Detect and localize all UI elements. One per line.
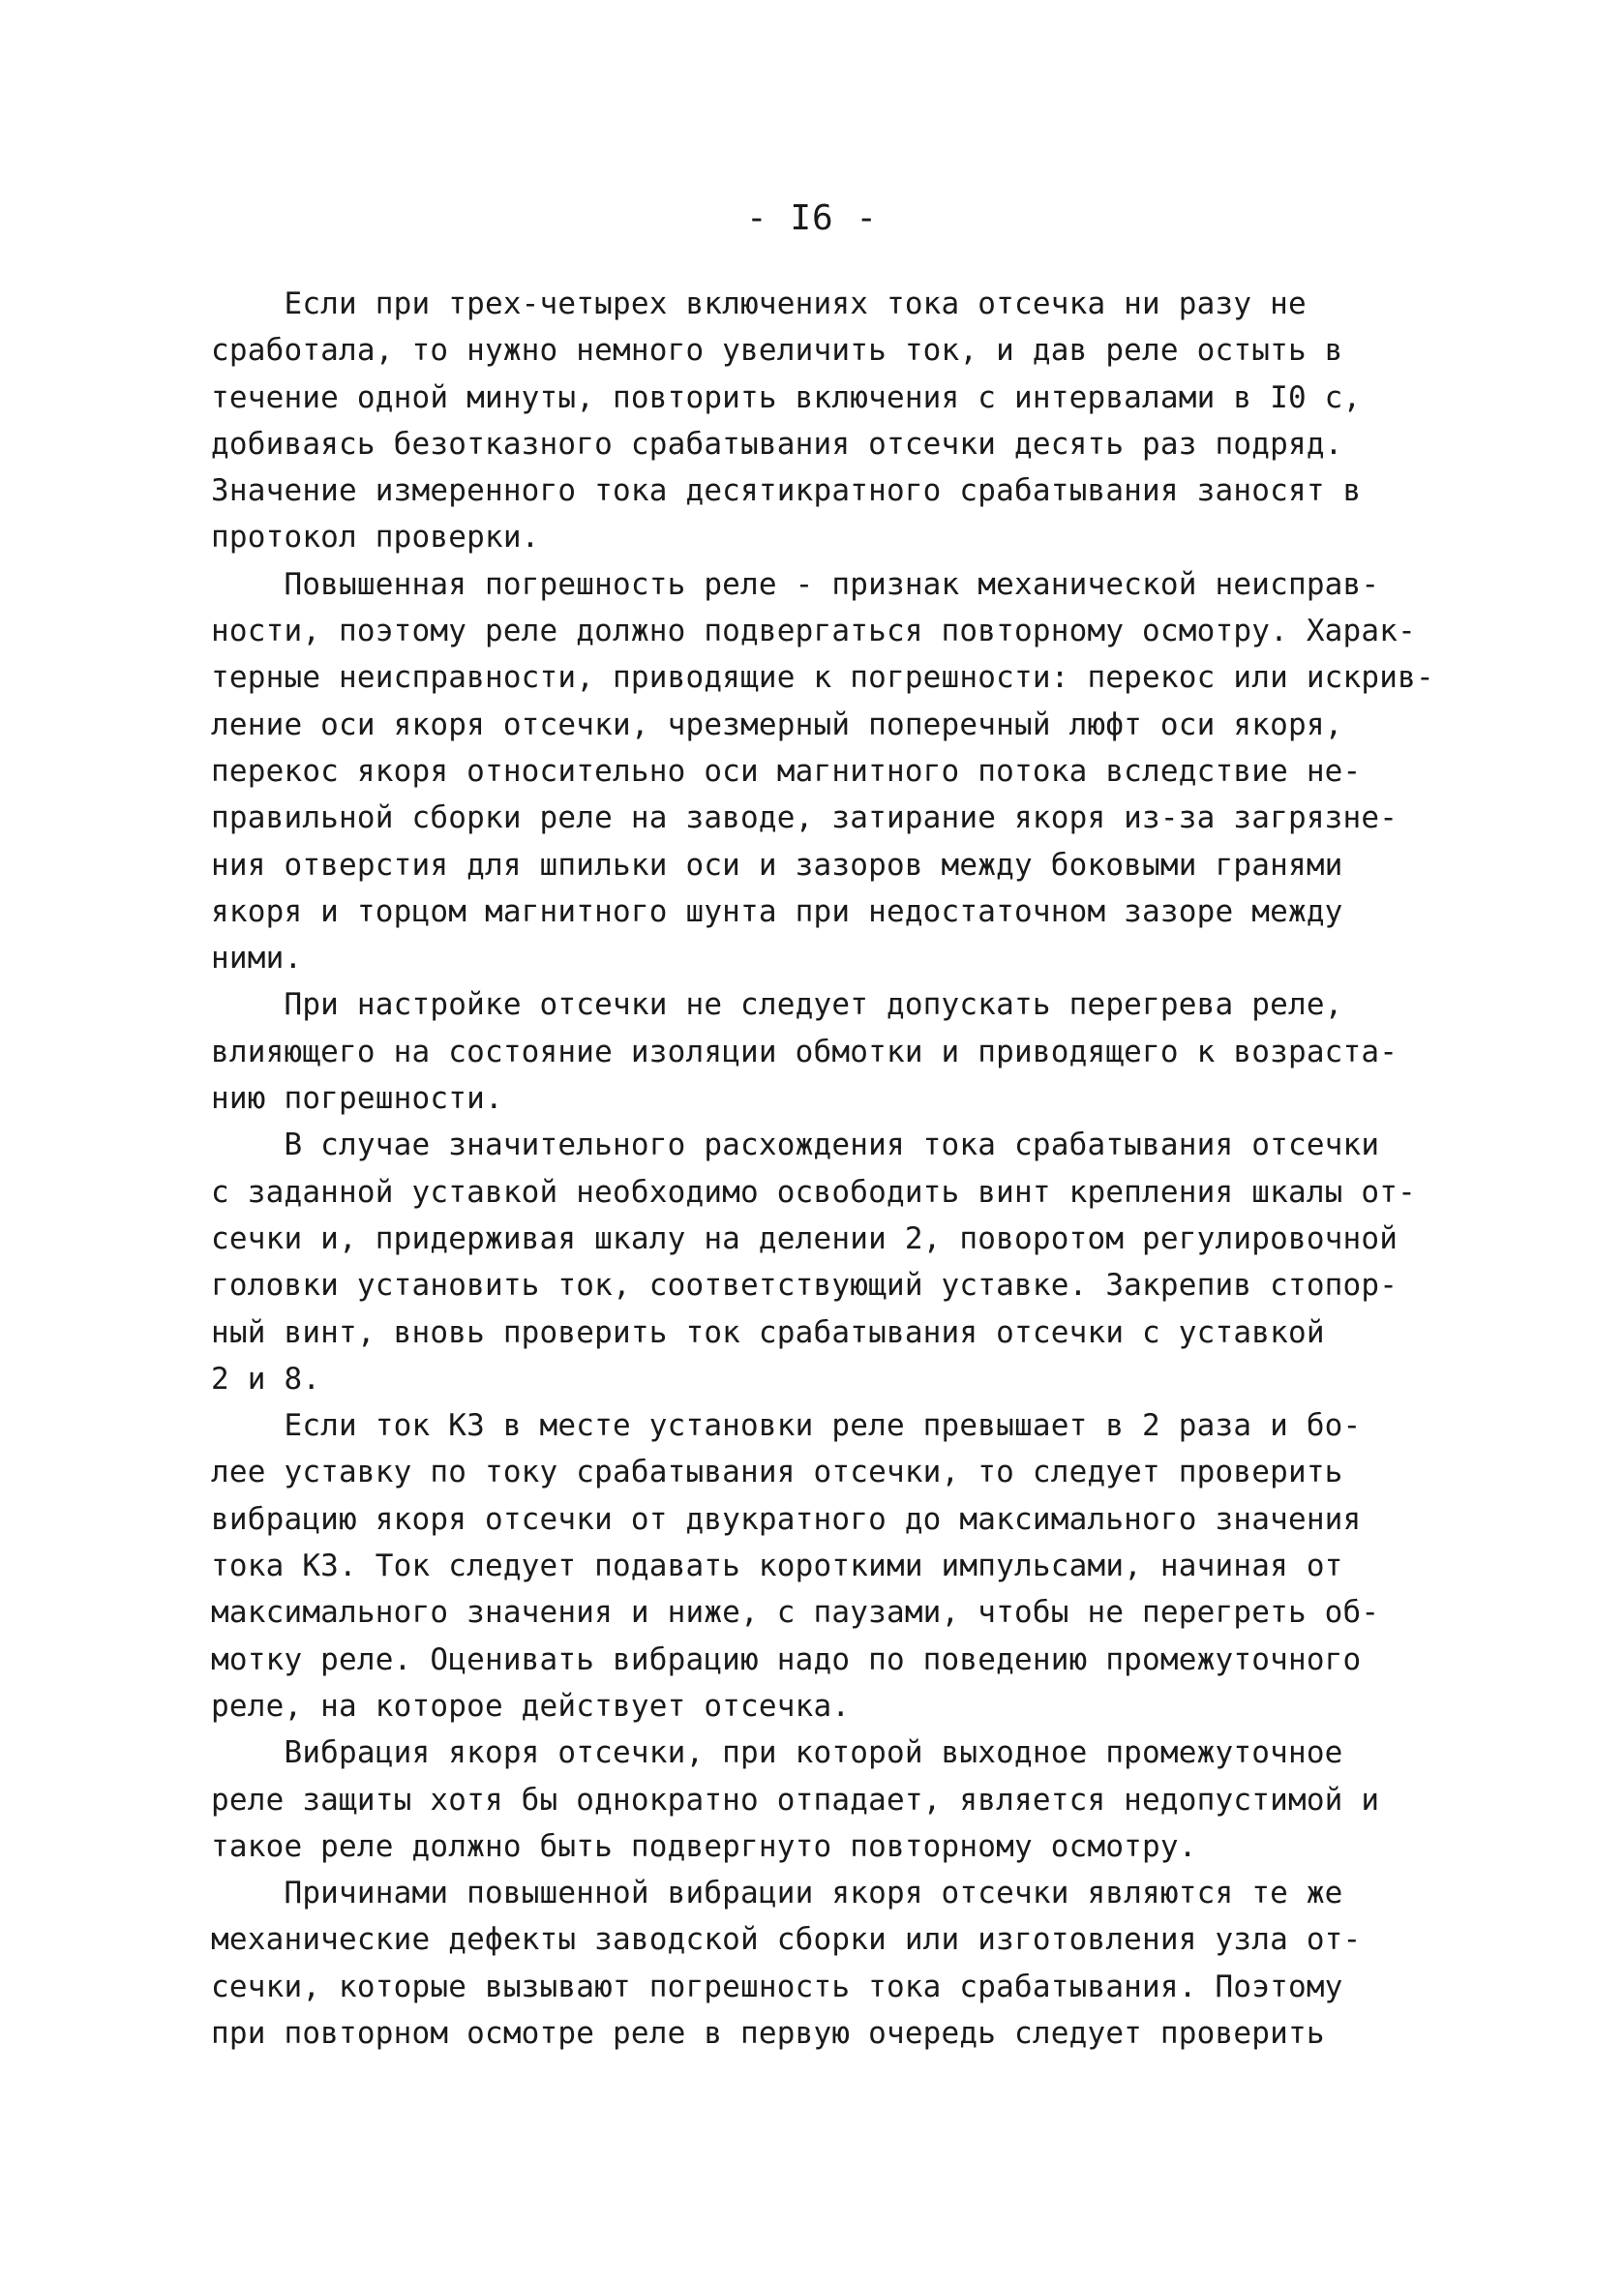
text-line: протокол проверки. [211,520,540,556]
text-line: головки установить ток, соответствующий уставке. Закрепив стопор- [211,1268,1398,1304]
text-line: вибрацию якоря отсечки от двукратного до максимального значения [211,1501,1362,1537]
text-line: Значение измеренного тока десятикратного срабатывания заносят в [211,473,1362,509]
text-line: нию погрешности. [211,1081,503,1117]
text-line: ния отверстия для шпильки оси и зазоров между боковыми гранями [211,847,1343,883]
text-line: терные неисправности, приводящие к погрешности: перекос или искрив- [211,660,1434,696]
text-line: при повторном осмотре реле в первую очередь следует проверить [211,2015,1325,2051]
text-line: перекос якоря относительно оси магнитного потока вследствие не- [211,753,1362,789]
text-line: ление оси якоря отсечки, чрезмерный поперечный люфт оси якоря, [211,707,1343,742]
text-line: ности, поэтому реле должно подвергаться повторному осмотру. Харак- [211,614,1416,649]
text-line: реле защиты хотя бы однократно отпадает, является недопустимой и [211,1782,1380,1818]
text-line: с заданной уставкой необходимо освободить винт крепления шкалы от- [211,1174,1416,1210]
text-line: ними. [211,941,303,977]
paragraph-4 [211,1122,1489,1402]
text-line: лее уставку по току срабатывания отсечки, то следует проверить [211,1455,1343,1490]
paragraph-5 [211,1402,1489,1730]
text-line: максимального значения и ниже, с паузами, чтобы не перегреть об- [211,1595,1380,1631]
paragraph-6 [211,1730,1489,1870]
paragraph-1 [211,281,1489,561]
body-text [211,281,1489,2057]
text-line: 2 и 8. [211,1361,321,1397]
text-line: добиваясь безотказного срабатывания отсечки десять раз подряд. [211,426,1343,462]
text-line: Повышенная погрешность реле - признак механической неисправ- [211,566,1380,602]
text-line: сечки и, придерживая шкалу на делении 2, поворотом регулировочной [211,1220,1398,1256]
text-line: При настройке отсечки не следует допускать перегрева реле, [211,987,1343,1023]
text-line: тока КЗ. Ток следует подавать короткими импульсами, начиная от [211,1549,1343,1584]
text-line: течение одной минуты, повторить включения с интервалами в I0 с, [211,379,1362,415]
paragraph-2 [211,561,1489,982]
text-line: такое реле должно быть подвергнуто повторному осмотру. [211,1828,1197,1864]
text-line: якоря и торцом магнитного шунта при недостаточном зазоре между [211,893,1343,929]
text-line: Если при трех-четырех включениях тока отсечка ни разу не [211,286,1307,321]
paragraph-3 [211,981,1489,1122]
text-line: влияющего на состояние изоляции обмотки и приводящего к возраста- [211,1034,1398,1069]
paragraph-7 [211,1870,1489,2057]
text-line: Если ток КЗ в месте установки реле превышает в 2 раза и бо- [211,1408,1362,1444]
page-number: - I6 - [745,198,879,238]
text-line: правильной сборки реле на заводе, затирание якоря из-за загрязне- [211,800,1398,836]
text-line: Вибрация якоря отсечки, при которой выходное промежуточное [211,1735,1343,1771]
text-line: Причинами повышенной вибрации якоря отсечки являются те же [211,1876,1343,1911]
text-line: сработала, то нужно немного увеличить ток, и дав реле остыть в [211,333,1343,369]
text-line: ный винт, вновь проверить ток срабатывания отсечки с уставкой [211,1314,1325,1350]
text-line: реле, на которое действует отсечка. [211,1688,851,1724]
text-line: сечки, которые вызывают погрешность тока срабатывания. Поэтому [211,1969,1343,2004]
text-line: В случае значительного расхождения тока срабатывания отсечки [211,1128,1380,1163]
text-line: механические дефекты заводской сборки или изготовления узла от- [211,1922,1362,1958]
text-line: мотку реле. Оценивать вибрацию надо по поведению промежуточного [211,1641,1362,1677]
